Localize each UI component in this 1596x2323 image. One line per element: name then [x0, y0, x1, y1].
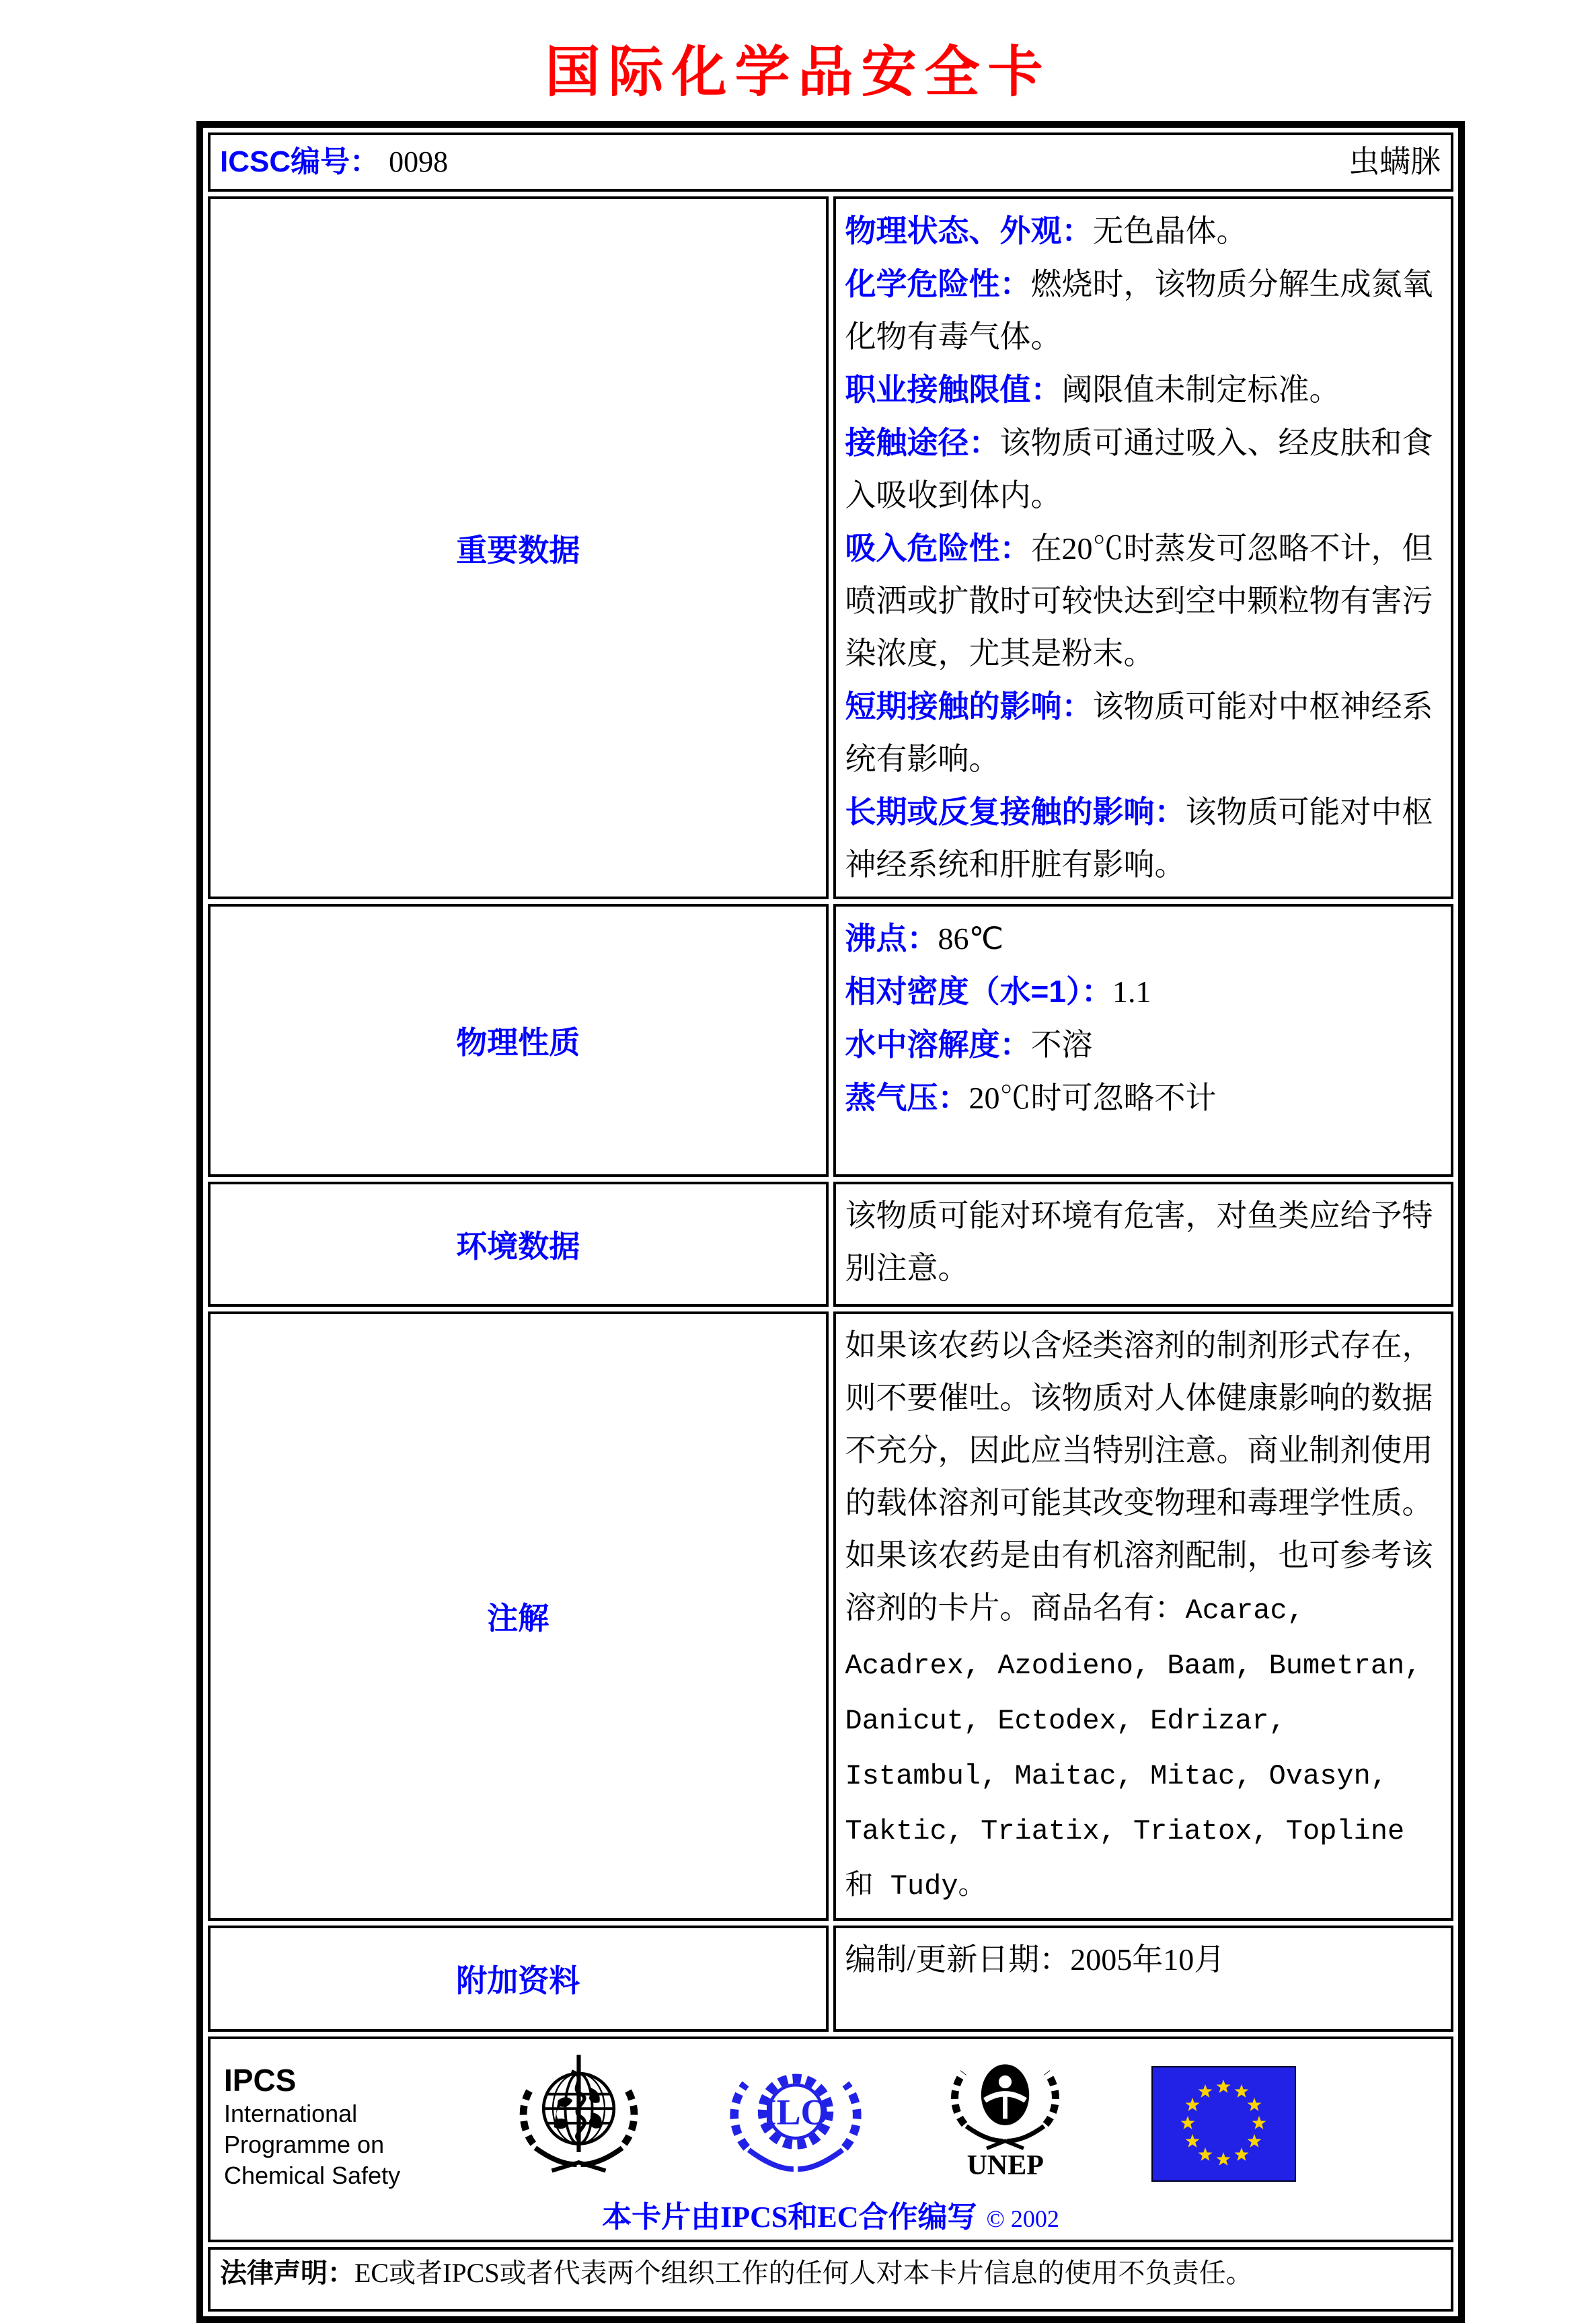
environmental-data-content-cell: [833, 1182, 1454, 1307]
page-title: 国际化学品安全卡: [545, 42, 1051, 103]
ipcs-line: Chemical Safety: [224, 2162, 401, 2189]
important-data-label-cell: [208, 196, 829, 899]
unep-logo-icon: [950, 2049, 1061, 2155]
section-label: 重要数据: [456, 532, 580, 568]
item-text: 无色晶体。: [1092, 214, 1248, 248]
item-text: 阈限值未制定标准。: [1061, 373, 1340, 407]
data-item: [845, 965, 1442, 1018]
chemical-name: 虫螨脒: [1348, 145, 1441, 179]
data-item: [845, 680, 1442, 786]
item-label: 相对密度（水=1）：: [845, 974, 1112, 1009]
physical-properties-row: [208, 904, 1453, 1177]
icsc-number-value: 0098: [389, 145, 449, 178]
icsc-header-row: [208, 132, 1453, 192]
item-text: 20℃时可忽略不计: [968, 1081, 1217, 1115]
notes-paragraph: [845, 1320, 1442, 1913]
additional-info-label-cell: [208, 1926, 829, 2032]
icsc-number-label: ICSC编号：: [220, 145, 380, 178]
safety-card-table: [196, 121, 1465, 2323]
section-label: 附加资料: [456, 1963, 580, 1998]
date-label: 编制/更新日期：: [845, 1942, 1071, 1977]
ipcs-line: Programme on: [224, 2131, 385, 2158]
date-value: 2005年10月: [1070, 1942, 1225, 1977]
ilo-letters: ILO: [762, 2092, 829, 2133]
item-label: 沸点：: [845, 921, 938, 956]
data-item: [845, 522, 1442, 680]
data-item: [845, 363, 1442, 416]
legal-text: EC或者IPCS或者代表两个组织工作的任何人对本卡片信息的使用不负责任。: [354, 2258, 1253, 2288]
notes-row: [208, 1311, 1453, 1921]
section-label: 物理性质: [456, 1025, 580, 1060]
data-item: [845, 1018, 1442, 1071]
item-label: 长期或反复接触的影响：: [845, 794, 1186, 829]
item-text: 该物质可能对中枢神经系统有影响。: [845, 689, 1433, 776]
physical-properties-label-cell: [208, 904, 829, 1177]
ipcs-text-block: [224, 2049, 426, 2191]
icsc-number-group: [220, 141, 448, 184]
important-data-row: [208, 196, 1453, 899]
item-label: 化学危险性：: [845, 266, 1031, 301]
eu-flag-icon: [1151, 2049, 1296, 2182]
ipcs-acronym: IPCS: [224, 2063, 297, 2098]
notes-label-cell: [208, 1311, 829, 1921]
cooperation-caption: [224, 2193, 1437, 2236]
environmental-data-row: [208, 1182, 1453, 1307]
copyright-text: © 2002: [986, 2205, 1059, 2232]
data-item: [845, 1071, 1442, 1125]
data-item: [845, 912, 1442, 965]
item-label: 水中溶解度：: [845, 1027, 1031, 1062]
data-item: [845, 258, 1442, 363]
section-label: 环境数据: [456, 1229, 580, 1264]
unep-label: UNEP: [966, 2150, 1044, 2181]
item-text: 该物质可能对中枢神经系统和肝脏有影响。: [845, 795, 1433, 882]
item-label: 蒸气压：: [845, 1080, 969, 1115]
item-label: 职业接触限值：: [845, 372, 1062, 407]
additional-info-content-cell: [833, 1926, 1454, 2032]
logos-cell: [208, 2036, 1453, 2242]
environmental-data-label-cell: [208, 1182, 829, 1307]
ipcs-line: International: [224, 2100, 358, 2127]
notes-content-cell: [833, 1311, 1454, 1921]
section-label: 注解: [487, 1601, 549, 1636]
item-text: 不溶: [1030, 1028, 1093, 1062]
item-label: 物理状态、外观：: [845, 213, 1093, 248]
legal-label: 法律声明：: [220, 2258, 354, 2288]
item-text: 该物质可通过吸入、经皮肤和食入吸收到体内。: [845, 426, 1433, 512]
data-item: 该物质可能对环境有危害，对鱼类应给予特别注意。: [845, 1198, 1433, 1285]
notes-text: 如果该农药以含烃类溶剂的制剂形式存在，则不要催吐。该物质对人体健康影响的数据不充分，因此应当特别注意。商业制剂使用的载体溶剂可能其改变物理和毒理学性质。如果该农药是由有机溶剂配制，也可参考该溶剂的卡片。商品名有：: [845, 1328, 1433, 1625]
item-label: 吸入危险性：: [845, 531, 1031, 566]
data-item: [845, 786, 1442, 891]
physical-properties-content-cell: [833, 904, 1454, 1177]
data-item: [845, 1934, 1442, 1986]
caption-text: 本卡片由IPCS和EC合作编写: [602, 2201, 977, 2234]
item-text: 1.1: [1112, 975, 1151, 1009]
who-logo-icon: [517, 2049, 641, 2183]
item-label: 接触途径：: [845, 425, 1000, 460]
item-text: 在20℃时蒸发可忽略不计，但喷洒或扩散时可较快达到空中颗粒物有害污染浓度，尤其是粉末。: [845, 531, 1433, 671]
item-text: 燃烧时，该物质分解生成氮氧化物有毒气体。: [845, 267, 1433, 354]
important-data-content-cell: [833, 196, 1454, 899]
unep-logo-block: [950, 2049, 1061, 2180]
data-item: [845, 416, 1442, 522]
ilo-logo-icon: [732, 2049, 860, 2183]
icsc-header-cell: [208, 132, 1453, 192]
trade-names: Acarac, Acadrex, Azodieno, Baam, Bumetran, Danicut, Ectodex, Edrizar, Istambul, Maitac, Mitac, Ovasyn, Taktic, Triatix, Triatox, Topline 和 Tudy。: [845, 1595, 1422, 1903]
logos-row: [208, 2036, 1453, 2242]
item-text: 86℃: [938, 921, 1004, 956]
additional-info-row: [208, 1926, 1453, 2032]
data-item: [845, 204, 1442, 258]
legal-cell: [208, 2247, 1453, 2312]
legal-row: [208, 2247, 1453, 2312]
item-label: 短期接触的影响：: [845, 689, 1093, 724]
